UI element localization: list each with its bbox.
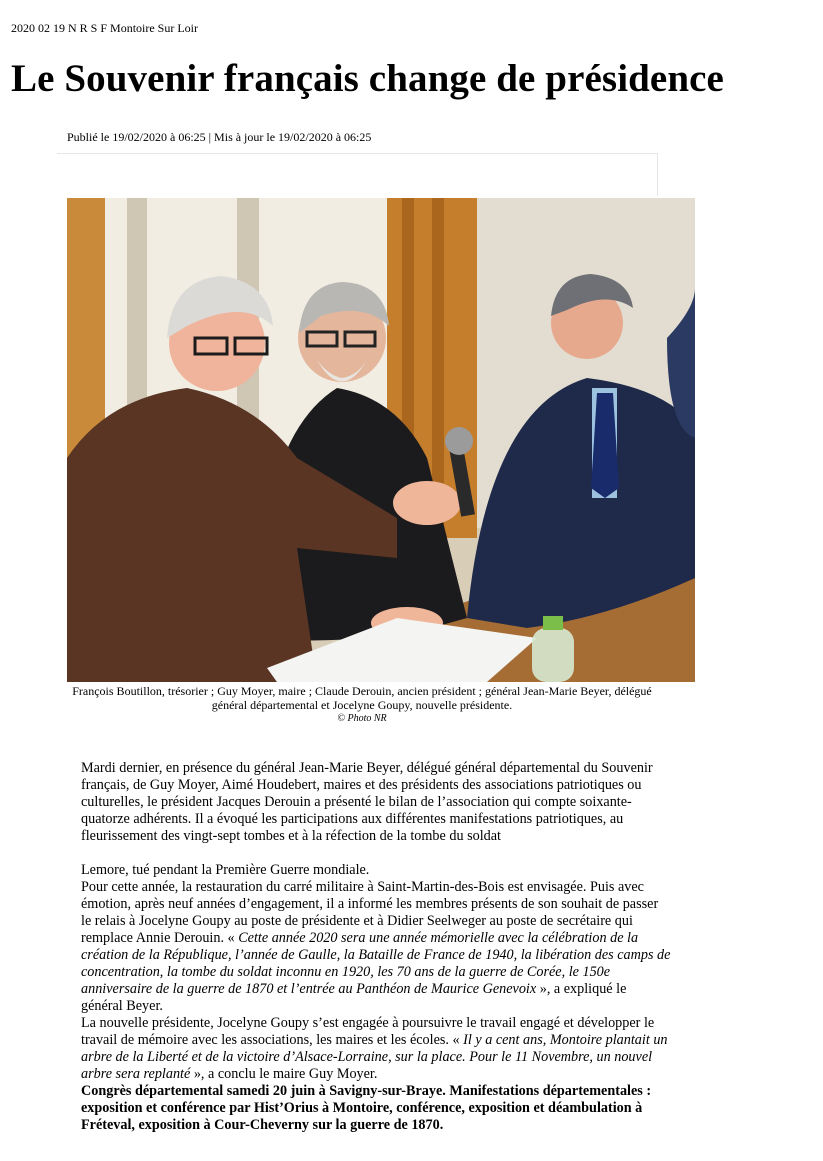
caption-text: François Boutillon, trésorier ; Guy Moyer, maire ; Claude Derouin, ancien président ; général Jean-Marie Beyer, délégué général départemental et Jocelyne Goupy, nouvelle présidente. <box>72 684 652 712</box>
paragraph-1: Mardi dernier, en présence du général Jean-Marie Beyer, délégué général départemental du Souvenir français, de Guy Moyer, Aimé Houdebert, maires et des présidents des associations patriotiques ou culturelles, le président Jacques Derouin a présenté le bilan de l’association qui compte soixante-quatorze adhérents. Il a évoqué les participations aux différentes manifestations patriotiques, au fleurissement des vingt-sept tombes et à la réfection de la tombe du soldat <box>81 760 653 844</box>
article-title: Le Souvenir français change de présidence <box>11 57 724 100</box>
paragraph-3 <box>81 879 671 1015</box>
paragraph-4 <box>81 1015 671 1083</box>
publish-date: Publié le 19/02/2020 à 06:25 | Mis à jour le 19/02/2020 à 06:25 <box>67 130 372 144</box>
paragraph-5: Congrès départemental samedi 20 juin à Savigny-sur-Braye. Manifestations départementales : exposition et conférence par Hist’Orius à Montoire, conférence, exposition et déambulation à Fréteval, exposition à Cour-Cheverny sur la guerre de 1870. <box>81 1083 652 1133</box>
paragraph-3-text: Pour cette année, la restauration du carré militaire à Saint-Martin-des-Bois est envisagée. Puis avec émotion, après neuf années d’engagement, il a informé les membres présents de son souhait de passer le relais à Jocelyne Goupy au poste de présidente et à Didier Seelweger au poste de secrétaire qui remplace Annie Derouin. « <box>81 879 659 946</box>
paragraph-gap <box>81 845 671 862</box>
divider <box>57 153 658 196</box>
source-line: 2020 02 19 N R S F Montoire Sur Loir <box>11 21 199 35</box>
article-photo <box>67 198 695 682</box>
paragraph-3-end: », a expliqué le général Beyer. <box>81 981 627 1014</box>
paragraph-3-quote: Cette année 2020 sera une année mémorielle avec la célébration de la création de la République, l’année de Gaulle, la Bataille de France de 1940, la libération des camps de concentration, la tombe du soldat inconnu en 1920, les 70 ans de la guerre de Corée, le 150e anniversaire de la guerre de 1870 et l’entrée au Panthéon de Maurice Genevoix <box>81 930 671 997</box>
photo-credit: © Photo NR <box>337 713 387 724</box>
paragraph-4-text: La nouvelle présidente, Jocelyne Goupy s’est engagée à poursuivre le travail engagé et développer le travail de mémoire avec les associations, les maires et les écoles. « <box>81 1015 655 1048</box>
paragraph-2: Lemore, tué pendant la Première Guerre mondiale. <box>81 862 370 878</box>
paragraph-4-quote: Il y a cent ans, Montoire plantait un arbre de la Liberté et de la victoire d’Alsace-Lorraine, sur la place. Pour le 11 Novembre, un nouvel arbre sera replanté <box>81 1032 668 1082</box>
photo-caption <box>67 684 657 726</box>
article-body <box>81 760 671 1134</box>
paragraph-4-end: », a conclu le maire Guy Moyer. <box>190 1066 378 1082</box>
